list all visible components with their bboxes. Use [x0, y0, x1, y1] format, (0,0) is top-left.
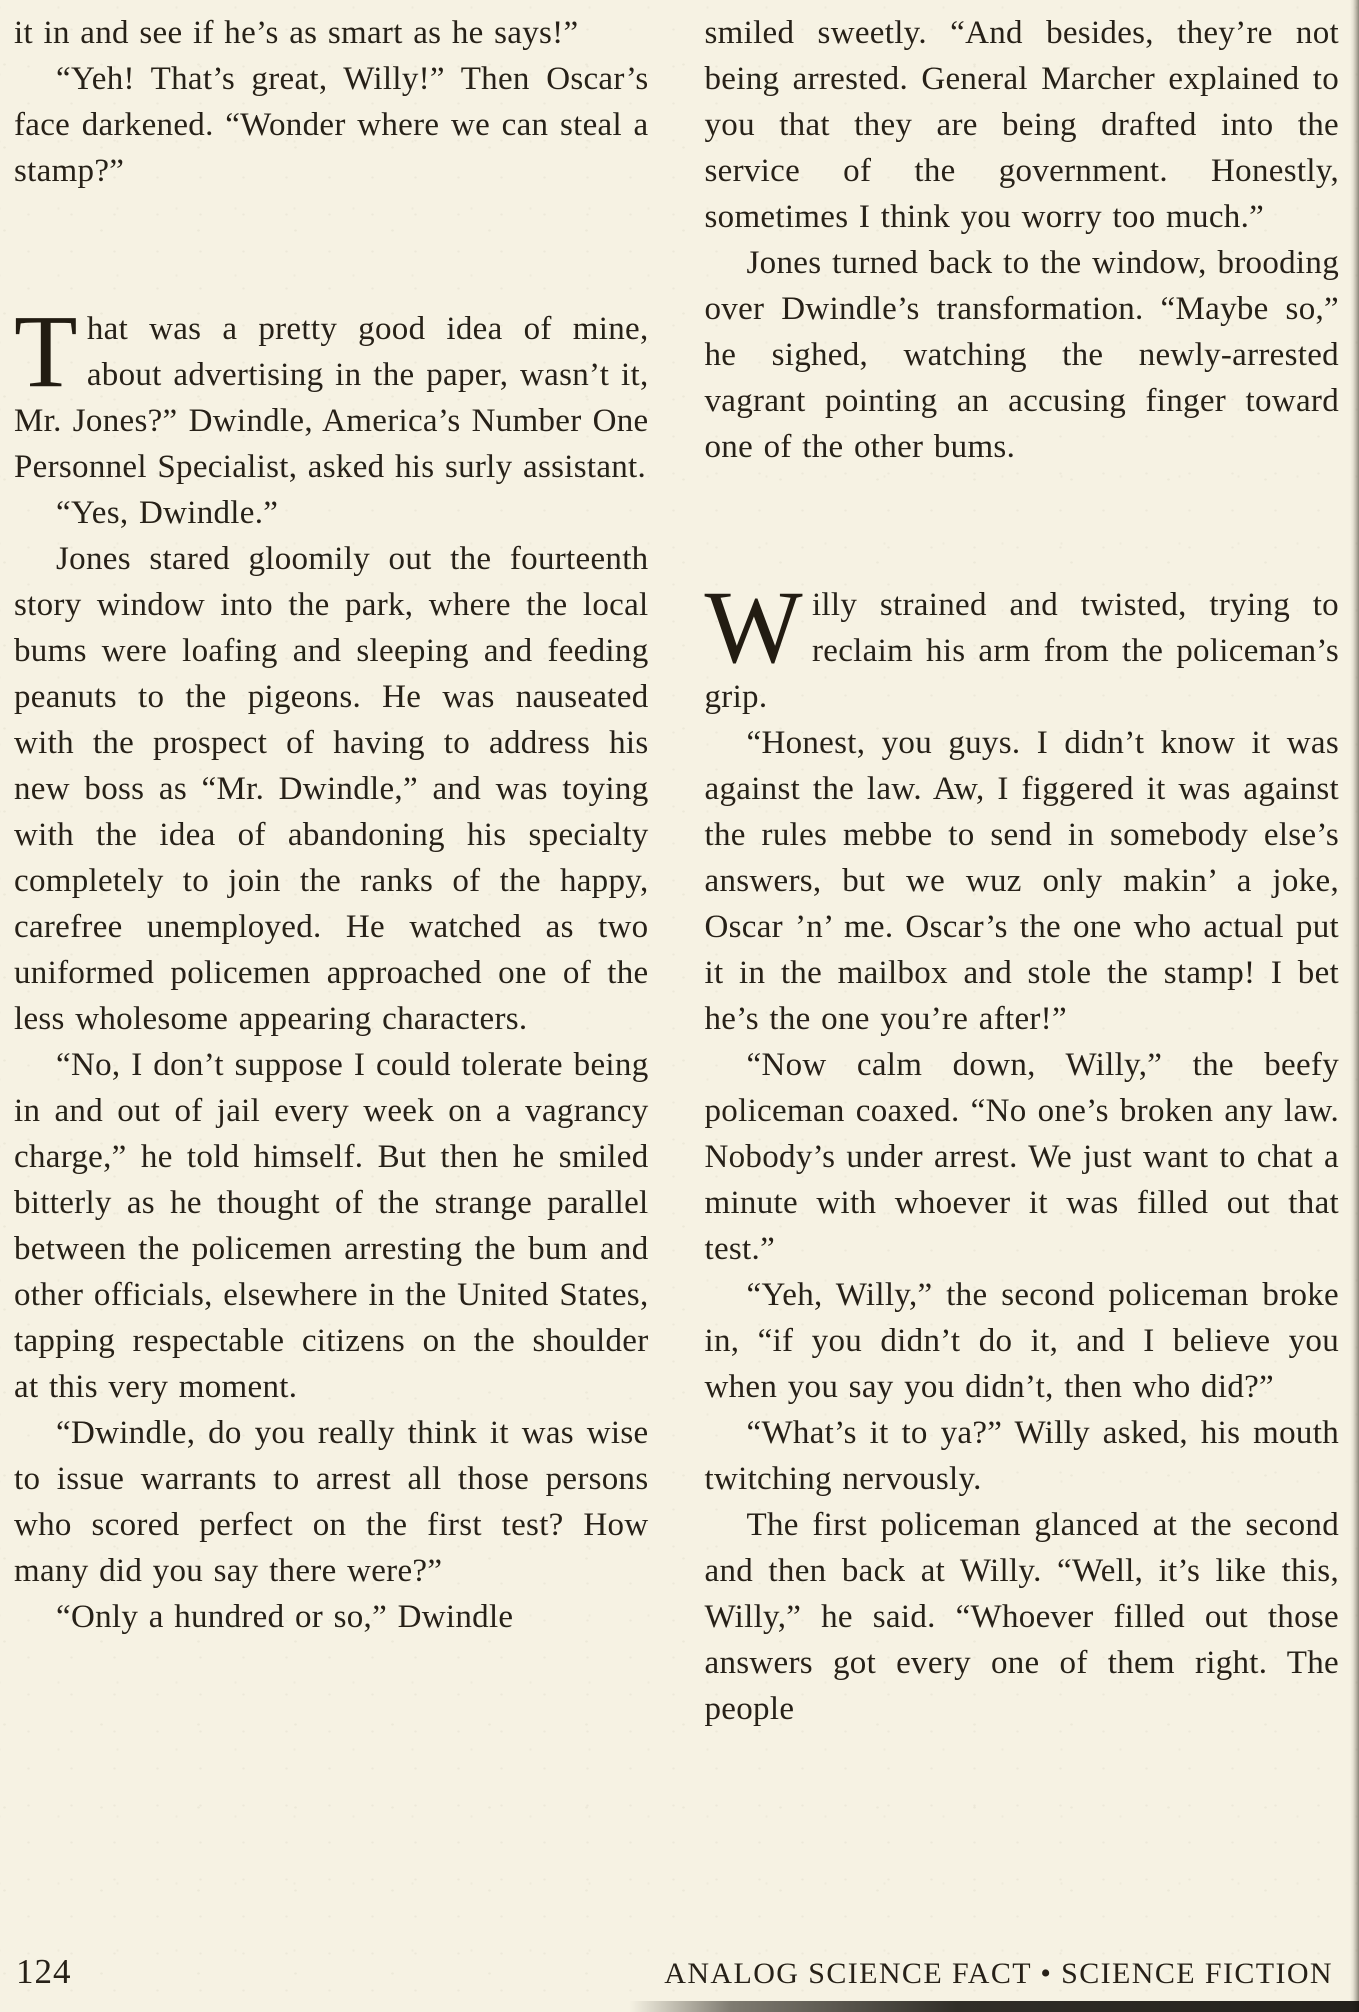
paragraph: The first policeman glanced at the second and then back at Willy. “Well, it’s like this, Willy,” he said. “Whoever filled out those answers got every one of them right. The people: [704, 1507, 1339, 1727]
page-number: 124: [16, 1952, 72, 1991]
paragraph: “Yes, Dwindle.”: [56, 495, 279, 531]
running-title: ANALOG SCIENCE FACT • SCIENCE FICTION: [664, 1957, 1333, 1990]
paragraph-with-dropcap: [704, 570, 1340, 720]
paragraph: Jones turned back to the window, brooding over Dwindle’s transformation. “Maybe so,” he sighed, watching the newly-arrested vagrant pointing an accusing finger toward one of the other bums.: [704, 245, 1339, 465]
dropcap-letter: W: [704, 570, 803, 685]
scan-edge-artifact-bottom: [629, 2001, 1359, 2012]
paragraph: “Yeh, Willy,” the second policeman broke in, “if you didn’t do it, and I believe you when you say you didn’t, then who did?”: [704, 1277, 1339, 1405]
left-column: [14, 10, 649, 1938]
paragraph: “Only a hundred or so,” Dwindle: [56, 1599, 514, 1635]
paragraph: “Yeh! That’s great, Willy!” Then Oscar’s face darkened. “Wonder where we can steal a stamp?”: [14, 61, 649, 189]
paragraph: “Now calm down, Willy,” the beefy policeman coaxed. “No one’s broken any law. Nobody’s under arrest. We just want to chat a minute with whoever it was filled out that test.”: [704, 1047, 1339, 1267]
paragraph: “No, I don’t suppose I could tolerate being in and out of jail every week on a vagrancy charge,” he told himself. But then he smiled bitterly as he thought of the strange parallel between the policemen arresting the bum and other officials, elsewhere in the United States, tapping respectable citizens on the shoulder at this very moment.: [14, 1047, 649, 1405]
paragraph: Jones stared gloomily out the fourteenth story window into the park, where the local bums were loafing and sleeping and feeding peanuts to the pigeons. He was nauseated with the prospect of having to address his new boss as “Mr. Dwindle,” and was toying with the idea of abandoning his specialty completely to join the ranks of the happy, carefree unemployed. He watched as two uniformed policemen approached one of the less wholesome appearing characters.: [14, 541, 649, 1037]
paragraph: “Dwindle, do you really think it was wise to issue warrants to arrest all those persons who scored perfect on the first test? How many did you say there were?”: [14, 1415, 649, 1589]
two-column-text-body: [14, 10, 1339, 1938]
page-footer: [16, 1952, 1333, 1992]
right-column: [705, 10, 1340, 1938]
paragraph-with-dropcap: [14, 294, 649, 490]
paragraph: smiled sweetly. “And besides, they’re not being arrested. General Marcher explained to you that they are being drafted into the service of the government. Honestly, sometimes I think you worry too much.”: [704, 15, 1339, 235]
dropcap-letter: T: [14, 294, 78, 409]
paragraph: “What’s it to ya?” Willy asked, his mouth twitching nervously.: [704, 1415, 1339, 1497]
paragraph-text: hat was a pretty good idea of mine, about advertising in the paper, wasn’t it, Mr. Jones?” Dwindle, America’s Number One Personnel Specialist, asked his surly assistant.: [14, 311, 649, 485]
paragraph-text: illy strained and twisted, trying to reclaim his arm from the policeman’s grip.: [704, 587, 1339, 715]
scan-edge-artifact-right: [1350, 0, 1359, 2012]
paragraph: “Honest, you guys. I didn’t know it was against the law. Aw, I figgered it was against the rules mebbe to send in somebody else’s answers, but we wuz only makin’ a joke, Oscar ’n’ me. Oscar’s the one who actual put it in the mailbox and stole the stamp! I bet he’s the one you’re after!”: [704, 725, 1339, 1037]
paragraph: it in and see if he’s as smart as he says!”: [14, 15, 579, 51]
